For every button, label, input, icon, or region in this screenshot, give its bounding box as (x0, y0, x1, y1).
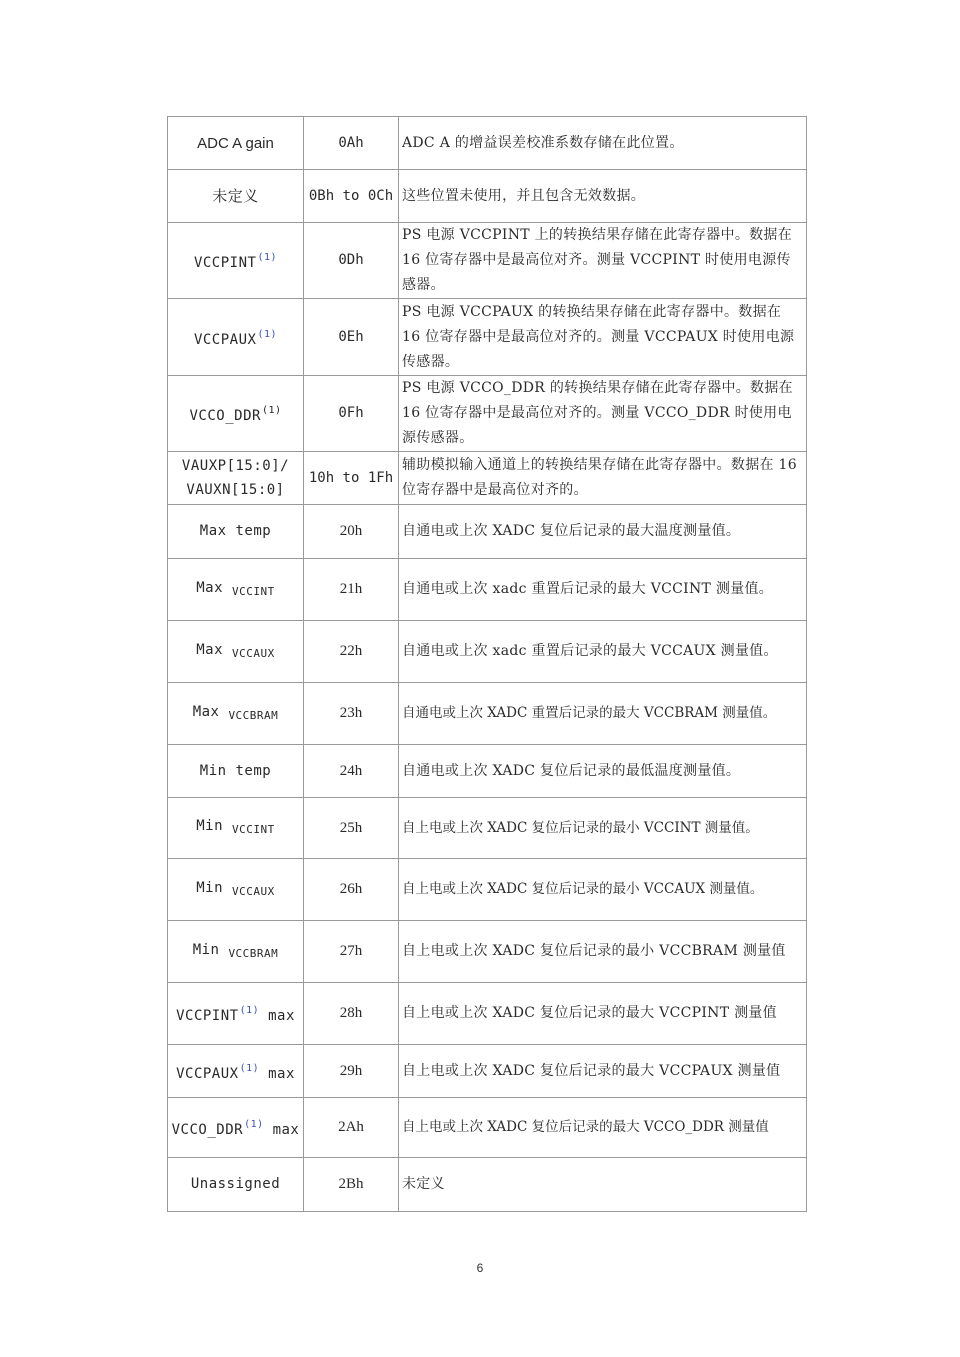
register-address: 29h (304, 1045, 399, 1098)
register-name (168, 376, 304, 452)
register-table (167, 116, 807, 1212)
footnote-ref: (1) (257, 252, 278, 263)
register-name: Max temp (168, 505, 304, 559)
table-row (168, 117, 807, 170)
register-name (168, 299, 304, 376)
register-address: 25h (304, 798, 399, 859)
register-address: 0Ah (304, 117, 399, 170)
register-name (168, 683, 304, 745)
register-description: 自上电或上次 XADC 复位后记录的最大 VCCO_DDR 测量值 (399, 1098, 807, 1158)
table-row (168, 223, 807, 299)
table-row (168, 745, 807, 798)
register-name-suffix: max (268, 1065, 295, 1082)
table-row (168, 798, 807, 859)
register-name-main: VCCPAUX (176, 1065, 239, 1082)
register-name-main: VCCINT (231, 823, 275, 836)
register-name-main: VCCPINT (193, 255, 257, 271)
register-name-main: VCCBRAM (228, 708, 279, 722)
table-row (168, 921, 807, 983)
table-row (168, 683, 807, 745)
register-description: PS 电源 VCCPAUX 的转换结果存储在此寄存器中。数据在 16 位寄存器中是最高位对齐的。测量 VCCPAUX 时使用电源传感器。 (399, 299, 807, 376)
register-address: 28h (304, 983, 399, 1045)
register-description: 自通电或上次 xadc 重置后记录的最大 VCCINT 测量值。 (399, 559, 807, 621)
register-address: 0Eh (304, 299, 399, 376)
register-description: PS 电源 VCCO_DDR 的转换结果存储在此寄存器中。数据在 16 位寄存器中是最高位对齐的。测量 VCCO_DDR 时使用电源传感器。 (399, 376, 807, 452)
table-row (168, 1098, 807, 1158)
footnote-ref: (1) (257, 328, 278, 340)
register-address: 10h to 1Fh (304, 452, 399, 505)
register-name (168, 859, 304, 921)
register-name: Unassigned (168, 1158, 304, 1212)
table-row (168, 299, 807, 376)
register-name (168, 983, 304, 1045)
footnote-ref: (1) (244, 1119, 264, 1130)
register-address: 2Ah (304, 1098, 399, 1158)
register-description: 自上电或上次 XADC 复位后记录的最大 VCCPINT 测量值 (399, 983, 807, 1045)
footnote-ref: (1) (239, 1062, 260, 1074)
register-description: 未定义 (399, 1158, 807, 1212)
register-name (168, 223, 304, 299)
register-address: 23h (304, 683, 399, 745)
register-name: 未定义 (168, 170, 304, 223)
register-description: 自通电或上次 XADC 重置后记录的最大 VCCBRAM 测量值。 (399, 683, 807, 745)
table-row (168, 559, 807, 621)
register-name (168, 798, 304, 859)
register-name (168, 621, 304, 683)
register-name-prefix: Min (196, 879, 224, 896)
register-name-prefix: Min (192, 941, 220, 958)
register-name (168, 1098, 304, 1158)
register-address: 0Bh to 0Ch (304, 170, 399, 223)
register-name-main: VCCAUX (231, 884, 275, 898)
register-address: 20h (304, 505, 399, 559)
register-description: 辅助模拟输入通道上的转换结果存储在此寄存器中。数据在 16 位寄存器中是最高位对齐的。 (399, 452, 807, 505)
register-description: 自通电或上次 XADC 复位后记录的最低温度测量值。 (399, 745, 807, 798)
register-description: 自通电或上次 xadc 重置后记录的最大 VCCAUX 测量值。 (399, 621, 807, 683)
register-name-main: VCCAUX (231, 646, 275, 660)
register-name-prefix: Min (196, 818, 224, 834)
table-row (168, 505, 807, 559)
register-name-main: VCCINT (231, 584, 275, 598)
page-number: 6 (476, 1261, 484, 1275)
register-name-main: VCCBRAM (228, 946, 279, 960)
footnote-ref: (1) (261, 405, 282, 416)
register-address: 26h (304, 859, 399, 921)
register-name-main: VCCO_DDR (171, 1122, 244, 1138)
register-name-prefix: Max (192, 703, 220, 720)
table-row (168, 621, 807, 683)
register-name-suffix: max (272, 1122, 300, 1138)
register-description: 自通电或上次 XADC 复位后记录的最大温度测量值。 (399, 505, 807, 559)
register-name (168, 1045, 304, 1098)
register-name (168, 921, 304, 983)
register-name-prefix: Max (196, 641, 224, 658)
register-address: 2Bh (304, 1158, 399, 1212)
footnote-ref: (1) (239, 1005, 260, 1016)
register-description: PS 电源 VCCPINT 上的转换结果存储在此寄存器中。数据在 16 位寄存器中是最高位对齐。测量 VCCPINT 时使用电源传感器。 (399, 223, 807, 299)
register-address: 21h (304, 559, 399, 621)
table-row (168, 1158, 807, 1212)
register-description: 自上电或上次 XADC 复位后记录的最小 VCCBRAM 测量值 (399, 921, 807, 983)
table-row (168, 1045, 807, 1098)
register-description: 这些位置未使用，并且包含无效数据。 (399, 170, 807, 223)
table-row (168, 859, 807, 921)
register-name (168, 559, 304, 621)
register-name-prefix: Max (196, 579, 224, 596)
register-description: 自上电或上次 XADC 复位后记录的最小 VCCINT 测量值。 (399, 798, 807, 859)
table-row (168, 376, 807, 452)
register-name-suffix: max (268, 1008, 295, 1024)
register-address: 27h (304, 921, 399, 983)
register-name-main: VCCPINT (176, 1008, 239, 1024)
register-name: VAUXP[15:0]/ VAUXN[15:0] (168, 452, 304, 505)
register-description: 自上电或上次 XADC 复位后记录的最小 VCCAUX 测量值。 (399, 859, 807, 921)
register-name: ADC A gain (168, 117, 304, 170)
register-address: 24h (304, 745, 399, 798)
table-row (168, 983, 807, 1045)
register-description: 自上电或上次 XADC 复位后记录的最大 VCCPAUX 测量值 (399, 1045, 807, 1098)
register-name-main: VCCPAUX (193, 331, 257, 348)
register-description: ADC A 的增益误差校准系数存储在此位置。 (399, 117, 807, 170)
table-row (168, 170, 807, 223)
register-address: 0Dh (304, 223, 399, 299)
table-row (168, 452, 807, 505)
register-address: 0Fh (304, 376, 399, 452)
register-name-main: VCCO_DDR (189, 408, 261, 424)
register-address: 22h (304, 621, 399, 683)
register-name: Min temp (168, 745, 304, 798)
